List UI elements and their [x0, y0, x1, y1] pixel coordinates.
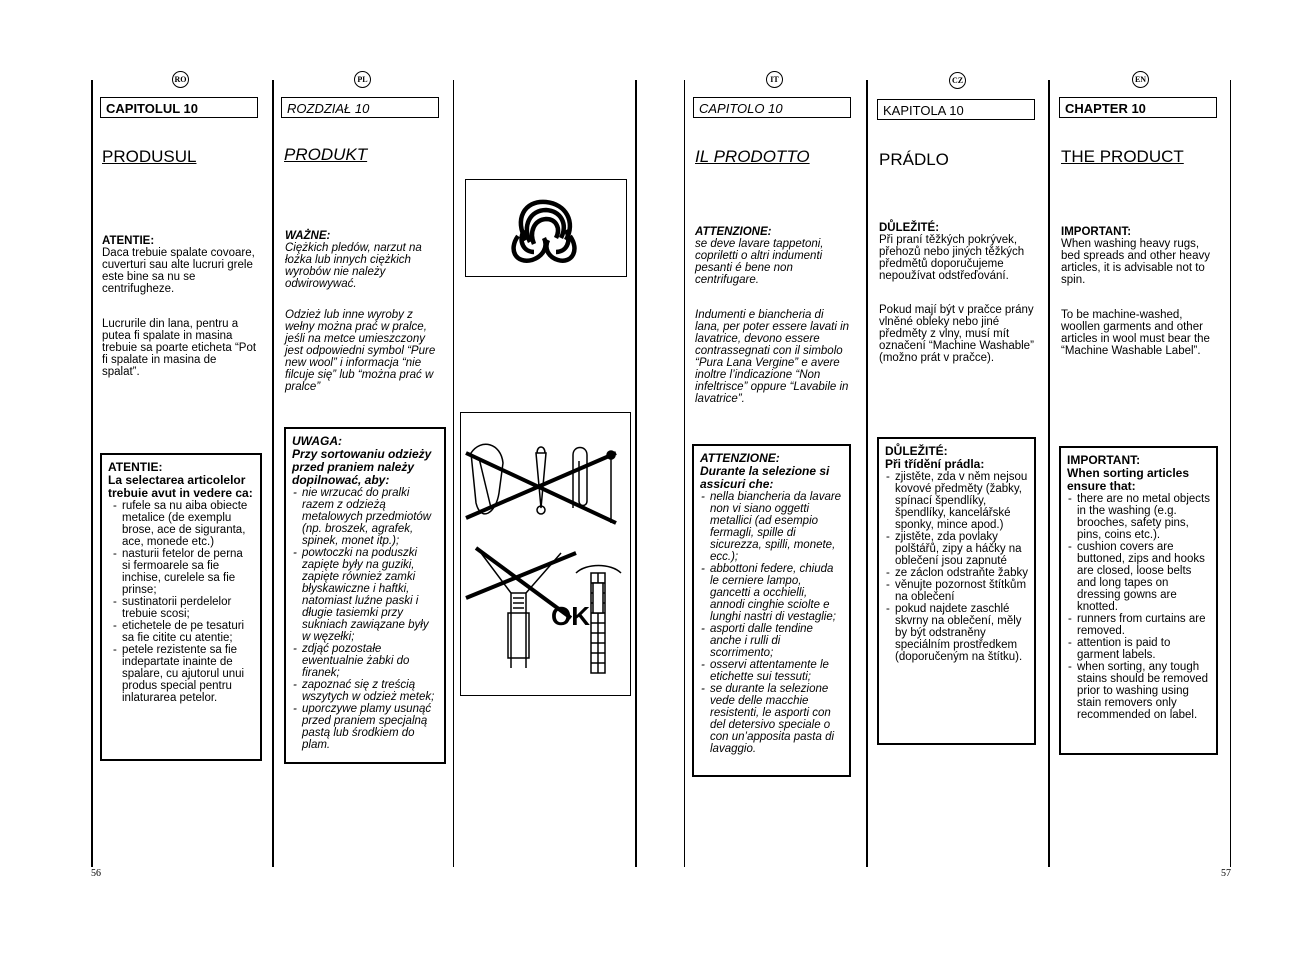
sorting-illustration: [460, 412, 631, 696]
attention-heading: DŮLEŽITÉ:: [879, 222, 940, 234]
list-item: - abbottoni federe, chiuda le cerniere lampo, gancetti a occhielli, annodi cinghie sciolte e lunghi nastri di vestaglie;: [700, 563, 843, 623]
list-item: - uporczywe plamy usunąć przed praniem specjalną pastą lub środkiem do plam.: [292, 703, 438, 751]
attention-note: [879, 222, 1039, 282]
box-list: [885, 471, 1028, 663]
wool-paragraph: Pokud mají být v pračce prány vlněné obleky nebo jiné předměty z vlny, musí mít označení “Machine Washable” (možno prát v pračce).: [879, 304, 1034, 364]
attention-note: [1061, 226, 1221, 286]
chapter-heading: CAPITOLO 10: [693, 97, 851, 118]
page-number-left: 56: [91, 868, 101, 879]
language-badge: IT: [766, 71, 783, 88]
list-item: - osservi attentamente le etichette sui tessuti;: [700, 659, 843, 683]
sorting-box: [284, 427, 446, 764]
attention-text: Při praní těžkých pokrývek, přehozů nebo jiných těžkých předmětů doporučujeme nepoužívat odstřeďování.: [879, 234, 1025, 282]
list-item: - nella biancheria da lavare non vi siano oggetti metallici (ad esempio fermagli, spille di sicurezza, spilli, monete, ecc.);: [700, 491, 843, 563]
section-title: PRODUSUL: [102, 147, 197, 166]
list-item: - rufele sa nu aiba obiecte metalice (de exemplu brose, ace de siguranta, ace, monede etc.): [112, 500, 254, 548]
ok-label: OK: [551, 601, 590, 631]
paper-clip-icon: [573, 448, 587, 509]
wool-paragraph: Lucrurile din lana, pentru a putea fi spalate in masina trebuie sa poarte eticheta “Pot fi spalate in masina de spalat”.: [102, 318, 257, 378]
list-item: - powtoczki na poduszki zapięte były na guziki, zapięte również zamki błyskawiczne i haftki, natomiast luźne paski i długie tasiemki przy sukniach zawiązane były w węzełki;: [292, 547, 438, 643]
divider-line: [684, 80, 685, 867]
wool-symbol-image: [465, 179, 627, 277]
list-item: - věnujte pozornost štítkům na oblečení: [885, 579, 1028, 603]
list-item: - pokud najdete zaschlé skvrny na oblečení, měly by být odstraněny speciálním prostředkem (doporučeným na štítku).: [885, 603, 1028, 663]
divider-line: [866, 80, 868, 867]
section-title: PRÁDLO: [879, 150, 949, 169]
box-list: [700, 491, 843, 755]
list-item: - nie wrzucać do pralki razem z odzieżą metalowych przedmiotów (np. broszek, agrafek, spinek, monet itp.);: [292, 487, 438, 547]
sorting-box: [692, 444, 851, 777]
list-item: - zdjąć pozostałe ewentualnie żabki do firanek;: [292, 643, 438, 679]
list-item: - petele rezistente sa fie indepartate inainte de spalare, cu ajutorul unui produs special pentru inlaturarea petelor.: [112, 644, 254, 704]
chapter-heading: KAPITOLA 10: [877, 99, 1035, 120]
list-item: - when sorting, any tough stains should be removed prior to washing using stain removers only recommended on label.: [1067, 661, 1210, 721]
list-item: - cushion covers are buttoned, zips and hooks are closed, loose belts and long tapes on dressing gowns are knotted.: [1067, 541, 1210, 613]
wool-mark-icon: [466, 180, 626, 276]
list-item: - etichetele de pe tesaturi sa fie citite cu atentie;: [112, 620, 254, 644]
list-item: - there are no metal objects in the washing (e.g. brooches, safety pins, pins, coins etc.).: [1067, 493, 1210, 541]
box-heading: ATTENZIONE: Durante la selezione si assicuri che:: [700, 451, 830, 491]
section-title: THE PRODUCT: [1061, 147, 1184, 166]
attention-text: When washing heavy rugs, bed spreads and other heavy articles, it is advisable not to spin.: [1061, 238, 1210, 286]
sorting-box: [1059, 446, 1218, 755]
open-zipper-icon: [481, 553, 561, 668]
section-title: PRODUKT: [284, 145, 368, 164]
list-item: - asporti dalle tendine anche i rulli di scorrimento;: [700, 623, 843, 659]
list-item: - runners from curtains are removed.: [1067, 613, 1210, 637]
attention-text: Ciężkich pledów, narzut na łożka lub innych ciężkich wyrobów nie należy odwirowywać.: [285, 242, 422, 290]
list-item: - zapoznać się z treścią wszytych w odzież metek;: [292, 679, 438, 703]
box-list: [112, 500, 254, 704]
box-heading: ATENTIE: La selectarea articolelor trebuie avut in vedere ca:: [108, 460, 253, 500]
safety-pin-icon: [536, 453, 546, 508]
language-badge: EN: [1132, 71, 1149, 88]
box-heading: UWAGA: Przy sortowaniu odzieży przed praniem należy dopilnować, aby:: [292, 434, 432, 487]
language-badge: CZ: [949, 72, 966, 89]
box-heading: DŮLEŽITÉ: Při třídění prádla:: [885, 444, 985, 471]
list-item: - sustinatorii perdelelor trebuie scosi;: [112, 596, 254, 620]
chapter-heading: CAPITOLUL 10: [100, 97, 258, 118]
sorting-box: [877, 437, 1036, 745]
list-item: - attention is paid to garment labels.: [1067, 637, 1210, 661]
attention-heading: WAŻNE:: [285, 230, 331, 242]
attention-heading: ATTENZIONE:: [695, 226, 772, 238]
box-list: [1067, 493, 1210, 721]
wool-paragraph: Odzież lub inne wyroby z wełny można prać w pralce, jeśli na metce umieszczony jest odpowiedni symbol “Pure new wool” i informacja “nie filcuje się” lub “można prać w pralce”: [285, 309, 436, 393]
divider-line: [272, 80, 274, 867]
chapter-heading: ROZDZIAŁ 10: [281, 97, 439, 118]
list-item: - zjistěte, zda v něm nejsou kovové předměty (žabky, spínací špendlíky, špendlíky, kancelářské sponky, mince apod.): [885, 471, 1028, 531]
list-item: - se durante la selezione vede delle macchie resistenti, le asporti con del detersivo speciale o con un’apposita pasta di lavaggio.: [700, 683, 843, 755]
attention-text: se deve lavare tappetoni, copriletti o altri indumenti pesanti é bene non centrifugare.: [695, 238, 824, 286]
language-badge: RO: [172, 71, 189, 88]
sorting-box: [100, 453, 262, 761]
page-number-right: 57: [1221, 868, 1231, 879]
wool-paragraph: To be machine-washed, woollen garments and other articles in wool must bear the “Machine Washable Label”.: [1061, 309, 1210, 357]
box-heading: IMPORTANT: When sorting articles ensure that:: [1067, 453, 1190, 493]
sorting-drawing: [461, 413, 630, 695]
divider-line: [1048, 80, 1050, 867]
divider-line: [91, 80, 93, 867]
attention-note: [285, 230, 440, 290]
attention-note: [695, 226, 850, 286]
section-title: IL PRODOTTO: [695, 147, 810, 166]
list-item: - nasturii fetelor de perna si fermoarele sa fie inchise, curelele sa fie prinse;: [112, 548, 254, 596]
attention-heading: IMPORTANT:: [1061, 226, 1132, 238]
list-item: - ze záclon odstraňte žabky: [885, 567, 1028, 579]
attention-heading: ATENTIE:: [102, 235, 155, 247]
attention-text: Daca trebuie spalate covoare, cuverturi sau alte lucruri grele este bine sa nu se centrifugheze.: [102, 247, 255, 295]
box-list: [292, 487, 438, 751]
divider-line: [635, 80, 637, 867]
divider-line: [453, 80, 454, 867]
attention-note: [102, 235, 257, 295]
list-item: - zjistěte, zda povlaky polštářů, zipy a háčky na oblečení jsou zapnuté: [885, 531, 1028, 567]
wool-paragraph: Indumenti e biancheria di lana, per poter essere lavati in lavatrice, devono essere contrassegnati con il simbolo “Pura Lana Vergine” e avere inoltre l’indicazione “Non infeltrisce” oppure “Lavabile in lavatrice”.: [695, 309, 850, 405]
divider-line: [1230, 80, 1231, 867]
chapter-heading: CHAPTER 10: [1059, 97, 1217, 118]
language-badge: PL: [354, 71, 371, 88]
